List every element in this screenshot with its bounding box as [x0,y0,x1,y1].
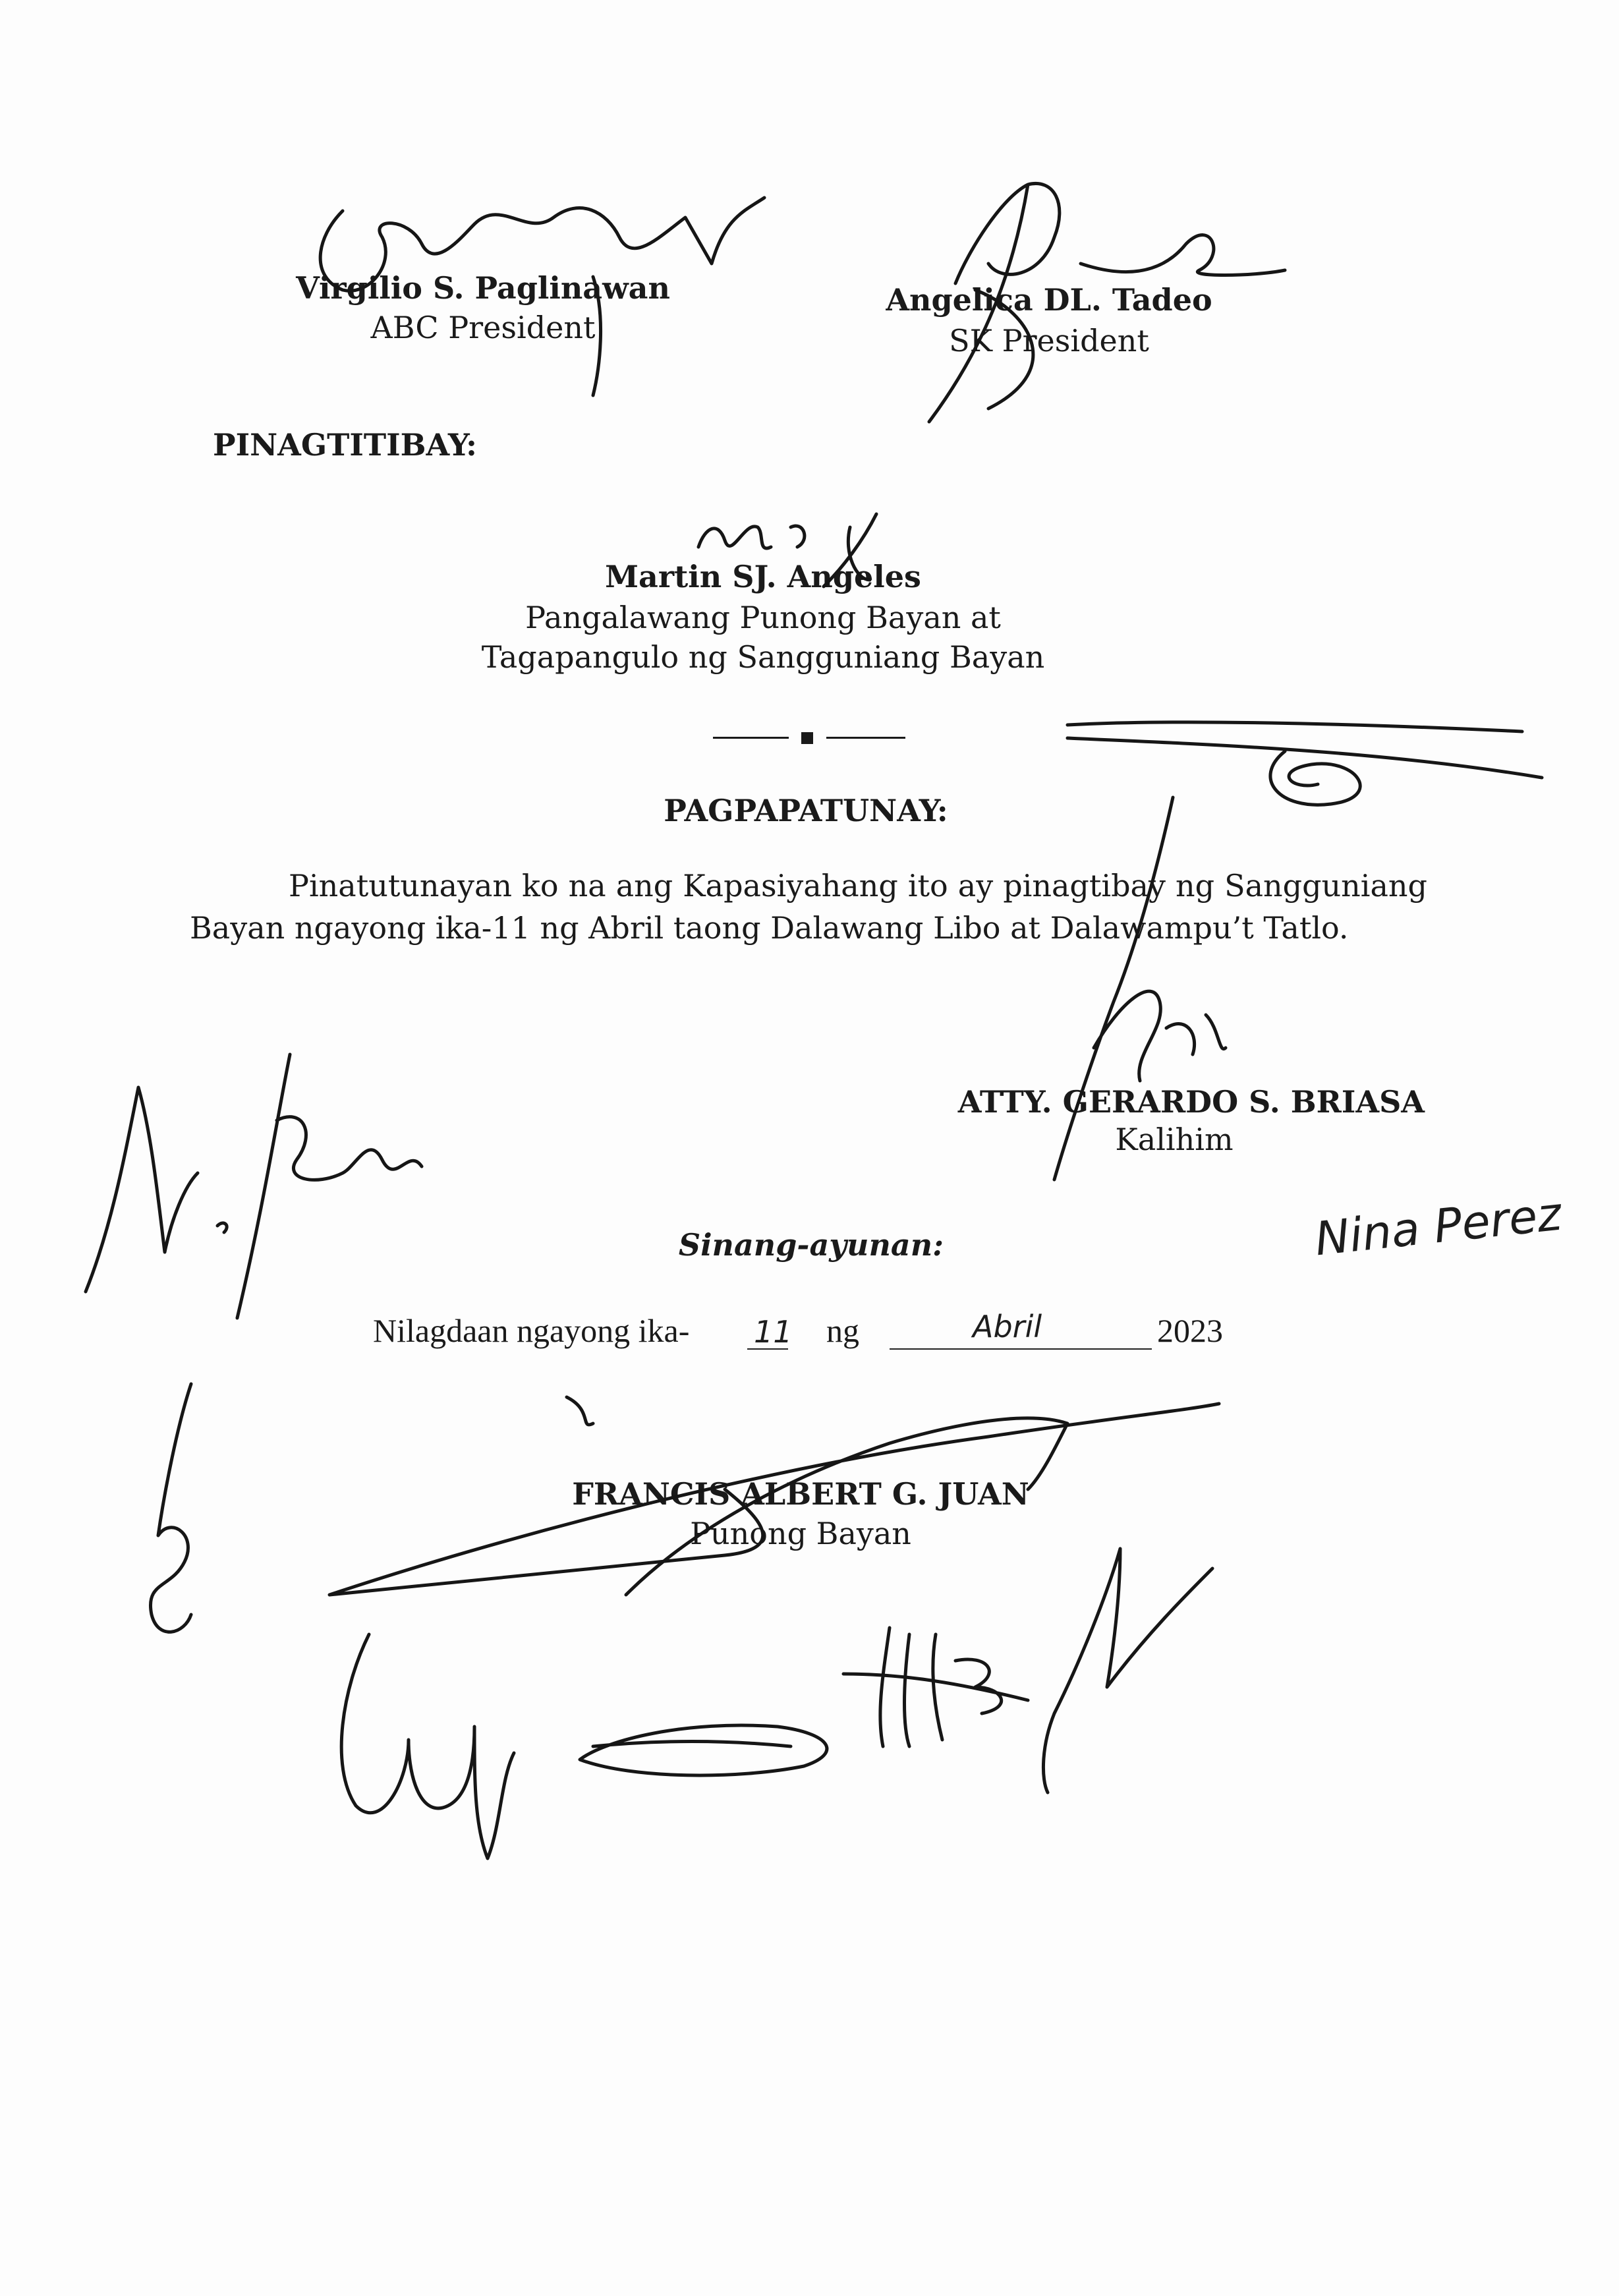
signatory-title-paglinawan: ABC President [370,310,596,345]
signed-day: 11 [754,1314,793,1350]
signature-left-1 [86,1054,422,1318]
signature-bottom-2 [580,1725,827,1775]
signature-bottom-1 [341,1634,514,1858]
signed-date-mid: ng [826,1312,859,1349]
secretary-name: ATTY. GERARDO S. BRIASA [957,1084,1425,1120]
approver-title-line1: Pangalawang Punong Bayan at [525,600,1001,635]
signature-left-vertical [150,1384,191,1632]
signatory-title-tadeo: SK President [949,323,1149,359]
signature-bottom-4 [1043,1549,1212,1793]
signed-month: Abril [973,1309,1042,1344]
approver-name: Martin SJ. Angeles [605,559,921,594]
signed-year: 2023 [1157,1312,1223,1349]
signature-nina-perez: Nina Perez [1312,1186,1564,1267]
approver-title-line2: Tagapangulo ng Sangguniang Bayan [481,639,1045,675]
mayor-name: FRANCIS ALBERT G. JUAN [572,1476,1029,1512]
certification-heading: PAGPAPATUNAY: [664,793,948,828]
signed-date-line [373,1311,1249,1358]
signatory-name-tadeo: Angelica DL. Tadeo [886,282,1212,318]
divider-ornament [713,731,905,744]
month-blank [890,1348,1152,1350]
signature-scribble-right [1067,722,1542,805]
certification-body: Pinatutunayan ko na ang Kapasiyahang ito ay pinagtibay ng Sangguniang Bayan ngayong ika-11 ng Abril taong Dalawang Libo at Dalawampu’t Tatlo. [190,868,1427,946]
concurred-heading: Sinang-ayunan: [678,1227,944,1263]
secretary-title: Kalihim [1115,1122,1234,1157]
mayor-title: Punong Bayan [690,1516,911,1551]
approval-heading: PINAGTITIBAY: [213,427,478,463]
signatory-name-paglinawan: Virgilio S. Paglinawan [296,270,670,306]
signed-date-prefix: Nilagdaan ngayong ika- [373,1312,690,1349]
signature-bottom-3 [843,1628,1028,1746]
